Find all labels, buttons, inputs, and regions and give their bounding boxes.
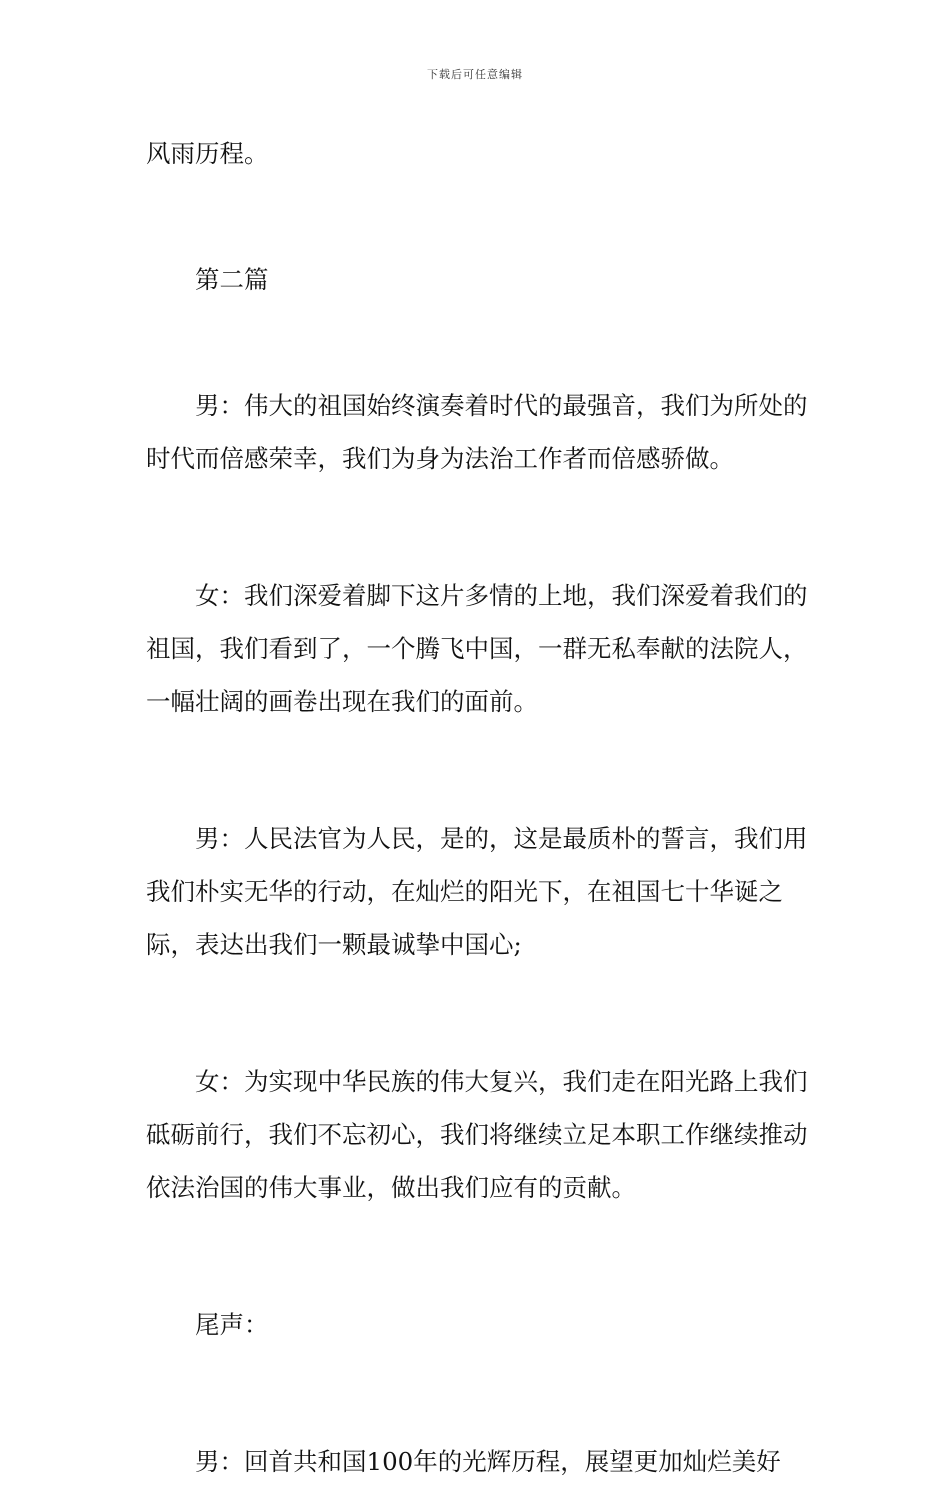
paragraph-male-1: 男：伟大的祖国始终演奏着时代的最强音，我们为所处的时代而倍感荣幸，我们为身为法治工作者而倍感骄做。 [146, 391, 808, 473]
section-heading: 第二篇 [195, 265, 269, 294]
epilogue-heading: 尾声： [195, 1310, 269, 1339]
paragraph-female-2: 女：为实现中华民族的伟大复兴，我们走在阳光路上我们砥砺前行，我们不忘初心，我们将继续立足本职工作继续推动依法治国的伟大事业，做出我们应有的贡献。 [146, 1067, 808, 1202]
paragraph-female-1: 女：我们深爱着脚下这片多情的上地，我们深爱着我们的祖国，我们看到了，一个腾飞中国，一群无私奉献的法院人，一幅壮阔的画卷出现在我们的面前。 [146, 581, 808, 716]
page-header: 下载后可任意编辑 [427, 68, 523, 81]
paragraph-male-2: 男：人民法官为人民，是的，这是最质朴的誓言，我们用我们朴实无华的行动，在灿烂的阳光下，在祖国七十华诞之际，表达出我们一颗最诚挚中国心; [146, 824, 808, 959]
paragraph-male-3: 男：回首共和国100年的光辉历程，展望更加灿烂美好 [195, 1447, 781, 1476]
document-body [146, 127, 810, 1488]
paragraph-continuation: 风雨历程。 [146, 139, 269, 168]
